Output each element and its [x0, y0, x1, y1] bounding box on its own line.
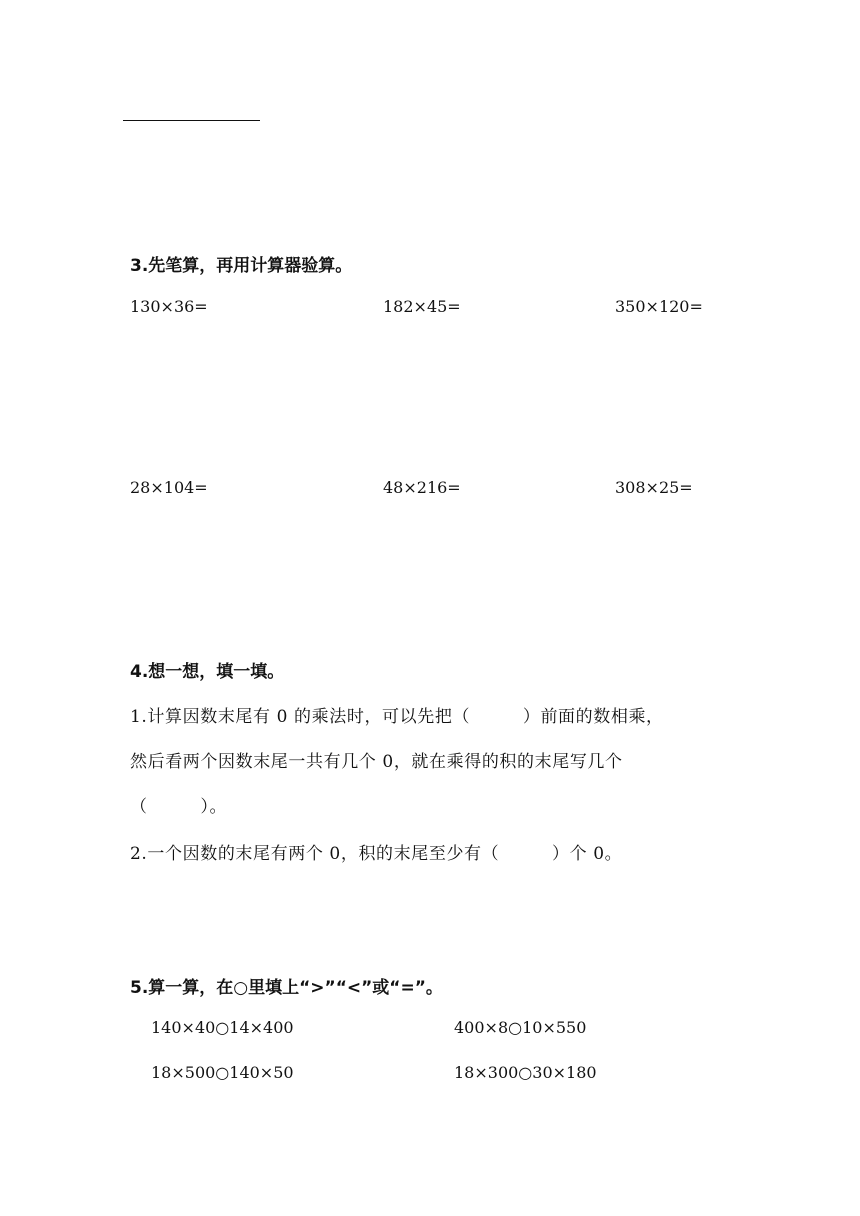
- question-1-line-2: 然后看两个因数末尾一共有几个 0，就在乘得的积的末尾写几个: [130, 752, 623, 772]
- compare-expression: 18×300○30×180: [454, 1063, 597, 1082]
- calc-expression: 28×104=: [130, 478, 208, 497]
- top-answer-line: [123, 120, 260, 121]
- section-3-heading: 3.先笔算，再用计算器验算。: [130, 256, 353, 276]
- calc-expression: 48×216=: [383, 478, 461, 497]
- question-1-line-3: （ ）。: [130, 797, 228, 817]
- compare-expression: 400×8○10×550: [454, 1018, 587, 1037]
- compare-expression: 18×500○140×50: [151, 1063, 294, 1082]
- compare-expression: 140×40○14×400: [151, 1018, 294, 1037]
- question-2: 2.一个因数的末尾有两个 0，积的末尾至少有（ ）个 0。: [130, 844, 623, 864]
- calc-expression: 130×36=: [130, 297, 208, 316]
- calc-expression: 350×120=: [615, 297, 703, 316]
- section-4-heading: 4.想一想，填一填。: [130, 662, 285, 682]
- calc-expression: 182×45=: [383, 297, 461, 316]
- calc-expression: 308×25=: [615, 478, 693, 497]
- question-1-line-1: 1.计算因数末尾有 0 的乘法时，可以先把（ ）前面的数相乘，: [130, 707, 664, 727]
- section-5-heading: 5.算一算，在○里填上“>”“<”或“=”。: [130, 978, 443, 998]
